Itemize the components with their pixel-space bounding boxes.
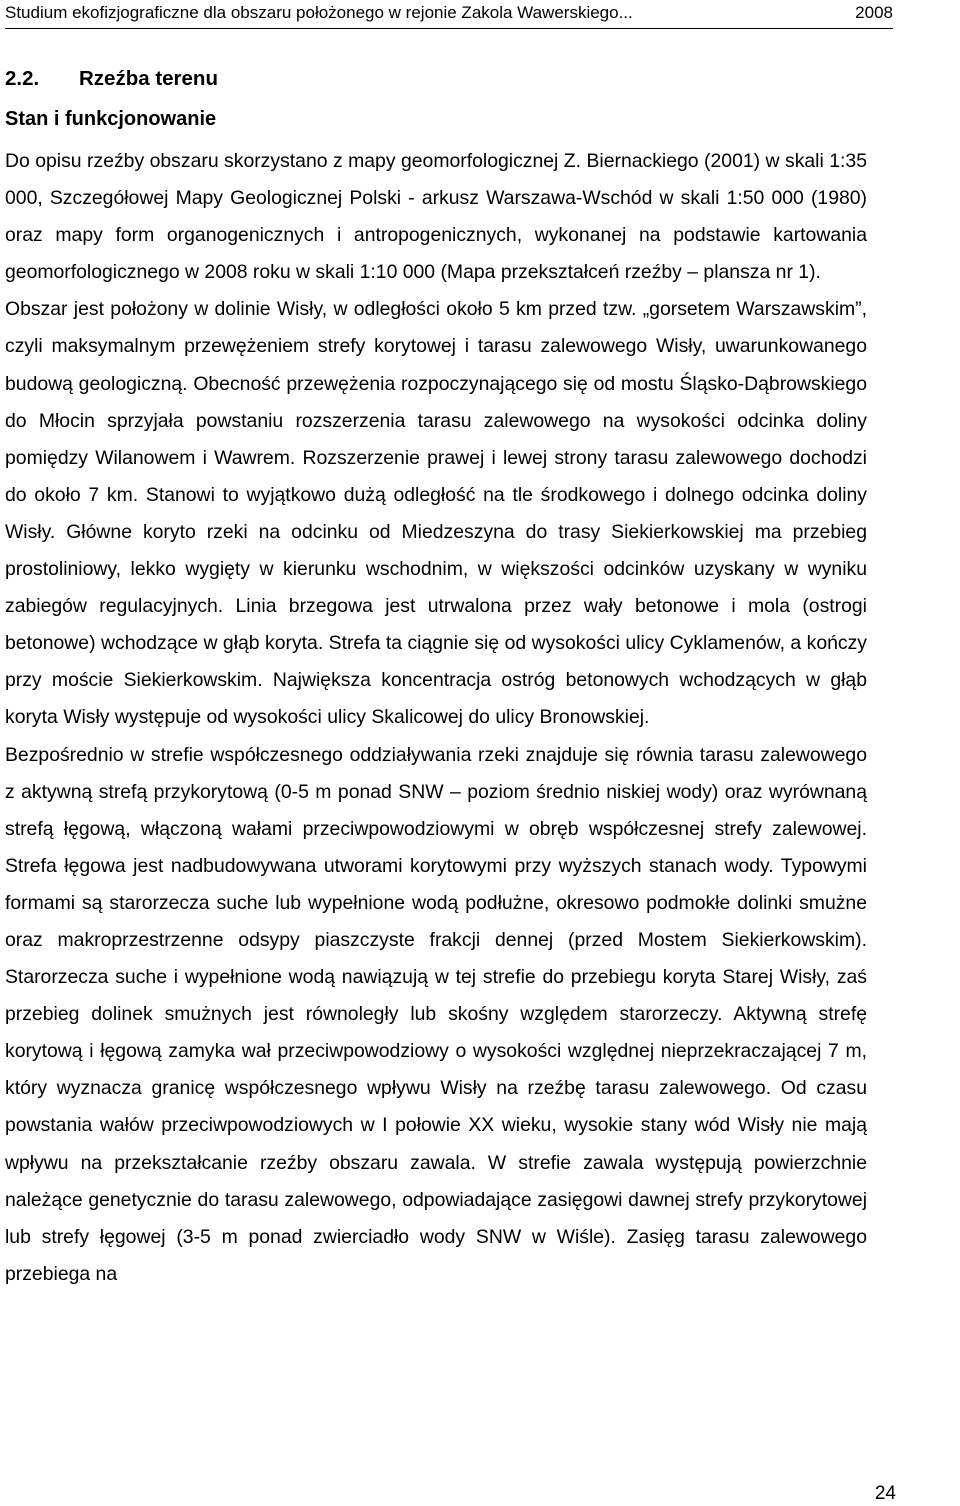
paragraph: Obszar jest położony w dolinie Wisły, w odległości około 5 km przed tzw. „gorsetem Warszawskim”, czyli maksymalnym przewężeniem strefy korytowej i tarasu zalewowego Wisły, uwarunkowanego budową geologiczną. Obecność przewężenia rozpoczynającego się od mostu Śląsko-Dąbrowskiego do Młocin sprzyjała powstaniu rozszerzenia tarasu zalewowego na wysokości odcinka doliny pomiędzy Wilanowem i Wawrem. Rozszerzenie prawej i lewej strony tarasu zalewowego dochodzi do około 7 km. Stanowi to wyjątkowo dużą odległość na tle środkowego i dolnego odcinka doliny Wisły. Główne koryto rzeki na odcinku od Miedzeszyna do trasy Siekierkowskiej ma przebieg prostoliniowy, lekko wygięty w kierunku wschodnim, w większości odcinków uzyskany w wyniku zabiegów regulacyjnych. Linia brzegowa jest utrwalona przez wały betonowe i mola (ostrogi betonowe) wchodzące w głąb koryta. Strefa ta ciągnie się od wysokości ulicy Cyklamenów, a kończy przy moście Siekierkowskim. Największa koncentracja ostróg betonowych wchodzących w głąb koryta Wisły występuje od wysokości ulicy Skalicowej do ulicy Bronowskiej.: [5, 298, 867, 729]
section-subheading: Stan i funkcjonowanie: [5, 108, 217, 130]
body-text: [5, 143, 867, 1293]
running-header: [5, 0, 893, 29]
paragraph: Do opisu rzeźby obszaru skorzystano z mapy geomorfologicznej Z. Biernackiego (2001) w skali 1:35 000, Szczegółowej Mapy Geologicznej Polski - arkusz Warszawa-Wschód w skali 1:50 000 (1980) oraz mapy form organogenicznych i antropogenicznych, wykonanej na podstawie kartowania geomorfologicznego w 2008 roku w skali 1:10 000 (Mapa przekształceń rzeźby – plansza nr 1).: [5, 150, 867, 284]
paragraph: Bezpośrednio w strefie współczesnego oddziaływania rzeki znajduje się równia tarasu zalewowego z aktywną strefą przykorytową (0-5 m ponad SNW – poziom średnio niskiej wody) oraz wyrównaną strefą łęgową, włączoną wałami przeciwpowodziowymi w obręb współczesnej strefy zalewowej. Strefa łęgowa jest nadbudowywana utworami korytowymi przy wyższych stanach wody. Typowymi formami są starorzecza suche lub wypełnione wodą podłużne, okresowo podmokłe dolinki smużne oraz makroprzestrzenne odsypy piaszczyste frakcji dennej (przed Mostem Siekierkowskim). Starorzecza suche i wypełnione wodą nawiązują w tej strefie do przebiegu koryta Starej Wisły, zaś przebieg dolinek smużnych jest równoległy lub skośny względem starorzeczy. Aktywną strefę korytową i łęgową zamyka wał przeciwpowodziowy o wysokości względnej nieprzekraczającej 7 m, który wyznacza granicę współczesnego wpływu Wisły na rzeźbę tarasu zalewowego. Od czasu powstania wałów przeciwpowodziowych w I połowie XX wieku, wysokie stany wód Wisły nie mają wpływu na przekształcanie rzeźby obszaru zawala. W strefie zawala występują powierzchnie należące genetycznie do tarasu zalewowego, odpowiadające zasięgowi dawnej strefy przykorytowej lub strefy łęgowej (3-5 m ponad zwierciadło wody SNW w Wiśle). Zasięg tarasu zalewowego przebiega na: [5, 743, 867, 1285]
header-title: Studium ekofizjograficzne dla obszaru położonego w rejonie Zakola Wawerskiego...: [5, 3, 633, 22]
header-year: 2008: [855, 3, 893, 22]
section-title: Rzeźba terenu: [79, 67, 218, 90]
page-number: 24: [874, 1483, 896, 1504]
section-heading: [5, 65, 218, 93]
section-number: 2.2.: [5, 67, 40, 90]
